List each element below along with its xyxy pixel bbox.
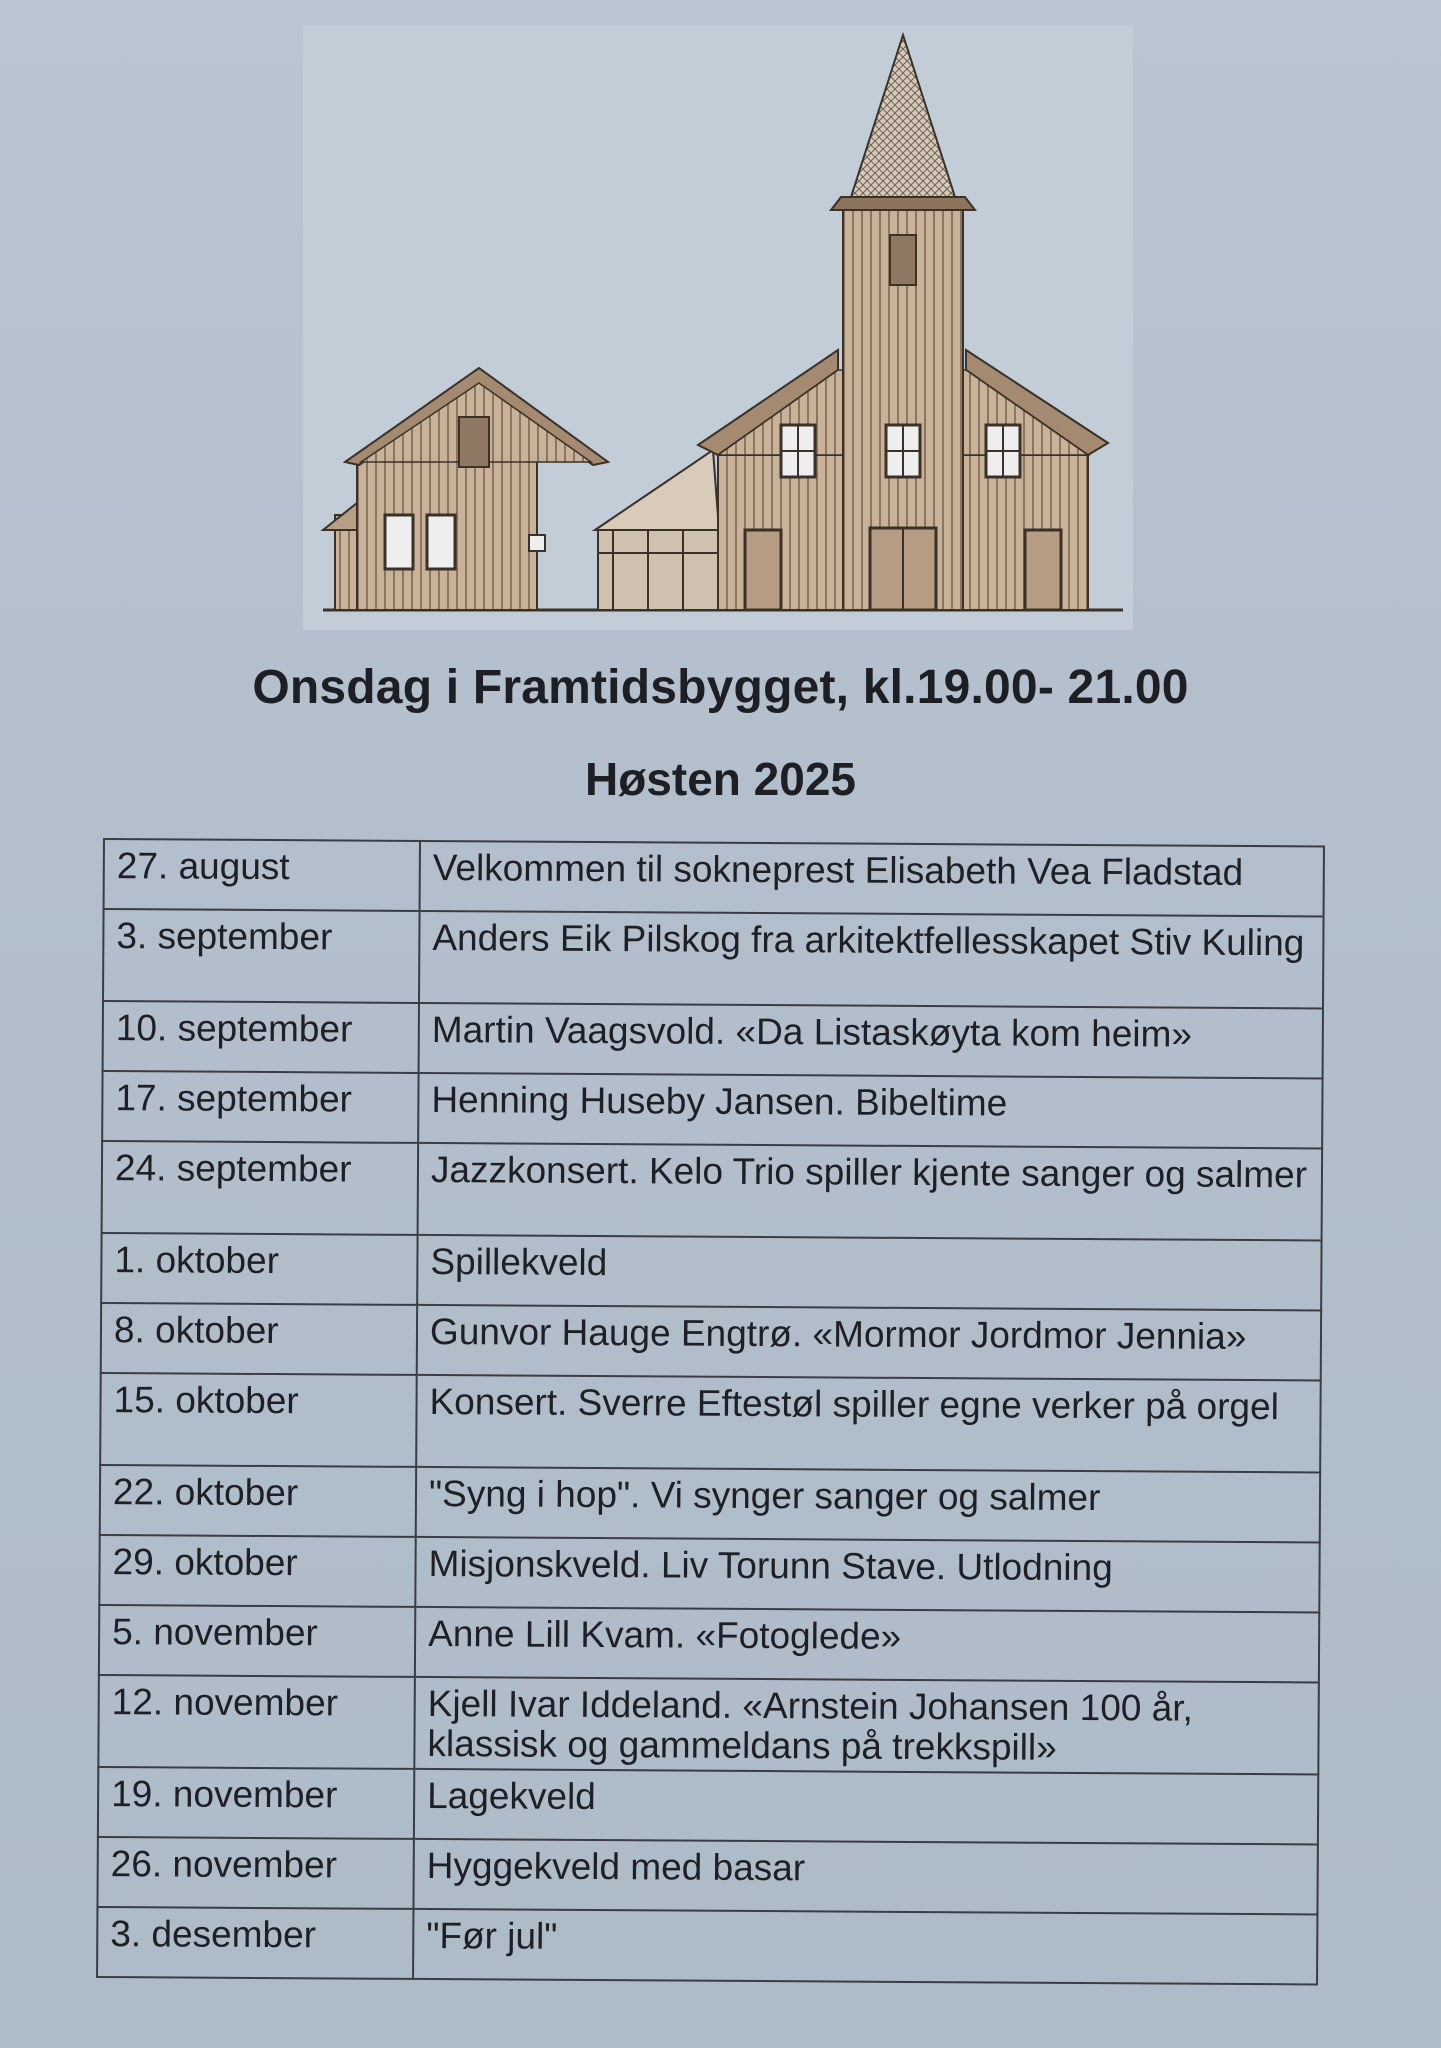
event-cell: Hyggekveld med basar bbox=[413, 1839, 1317, 1915]
date-cell: 19. november bbox=[98, 1767, 414, 1839]
table-row bbox=[98, 1675, 1319, 1774]
table-row bbox=[99, 1605, 1319, 1682]
page-title: Onsdag i Framtidsbygget, kl.19.00- 21.00 bbox=[252, 661, 1189, 714]
date-cell: 3. september bbox=[103, 909, 420, 1003]
date-cell: 17. september bbox=[102, 1071, 418, 1143]
date-cell: 22. oktober bbox=[100, 1465, 416, 1537]
table-row bbox=[100, 1373, 1321, 1472]
table-row bbox=[104, 839, 1324, 916]
table-row bbox=[100, 1465, 1320, 1542]
date-cell: 29. oktober bbox=[99, 1535, 415, 1607]
event-cell: Kjell Ivar Iddeland. «Arnstein Johansen 100 år, klassisk og gammeldans på trekkspill» bbox=[414, 1677, 1319, 1775]
date-cell: 10. september bbox=[103, 1001, 419, 1073]
event-cell: Spillekveld bbox=[417, 1235, 1321, 1311]
event-cell: Lagekveld bbox=[414, 1769, 1318, 1845]
event-cell: Martin Vaagsvold. «Da Listaskøyta kom heim» bbox=[419, 1003, 1323, 1079]
table-row bbox=[97, 1907, 1317, 1984]
event-cell: Henning Huseby Jansen. Bibeltime bbox=[418, 1073, 1322, 1149]
page-subtitle: Høsten 2025 bbox=[584, 753, 856, 805]
table-row bbox=[98, 1767, 1318, 1844]
date-cell: 26. november bbox=[97, 1837, 413, 1909]
date-cell: 12. november bbox=[98, 1675, 415, 1769]
table-row bbox=[101, 1303, 1321, 1380]
table-row bbox=[103, 909, 1324, 1008]
date-cell: 1. oktober bbox=[101, 1233, 417, 1305]
event-cell: Gunvor Hauge Engtrø. «Mormor Jordmor Jennia» bbox=[417, 1305, 1321, 1381]
date-cell: 5. november bbox=[99, 1605, 415, 1677]
date-cell: 27. august bbox=[104, 839, 420, 911]
event-cell: Anders Eik Pilskog fra arkitektfellesskapet Stiv Kuling bbox=[419, 911, 1324, 1009]
event-cell: "Før jul" bbox=[413, 1909, 1317, 1985]
table-row bbox=[99, 1535, 1319, 1612]
table-row bbox=[102, 1141, 1323, 1240]
event-cell: Jazzkonsert. Kelo Trio spiller kjente sanger og salmer bbox=[418, 1143, 1323, 1241]
event-cell: "Syng i hop". Vi synger sanger og salmer bbox=[416, 1467, 1320, 1543]
date-cell: 15. oktober bbox=[100, 1373, 417, 1467]
schedule-table bbox=[96, 838, 1325, 1985]
event-cell: Anne Lill Kvam. «Fotoglede» bbox=[415, 1607, 1319, 1683]
church-building-icon bbox=[303, 25, 1133, 630]
event-cell: Misjonskveld. Liv Torunn Stave. Utlodning bbox=[415, 1537, 1319, 1613]
date-cell: 3. desember bbox=[97, 1907, 413, 1979]
table-row bbox=[101, 1233, 1321, 1310]
event-cell: Konsert. Sverre Eftestøl spiller egne verker på orgel bbox=[416, 1375, 1321, 1473]
table-row bbox=[102, 1071, 1322, 1148]
table-row bbox=[97, 1837, 1317, 1914]
date-cell: 24. september bbox=[102, 1141, 419, 1235]
event-cell: Velkommen til sokneprest Elisabeth Vea Fladstad bbox=[420, 841, 1324, 917]
date-cell: 8. oktober bbox=[101, 1303, 417, 1375]
table-row bbox=[103, 1001, 1323, 1078]
